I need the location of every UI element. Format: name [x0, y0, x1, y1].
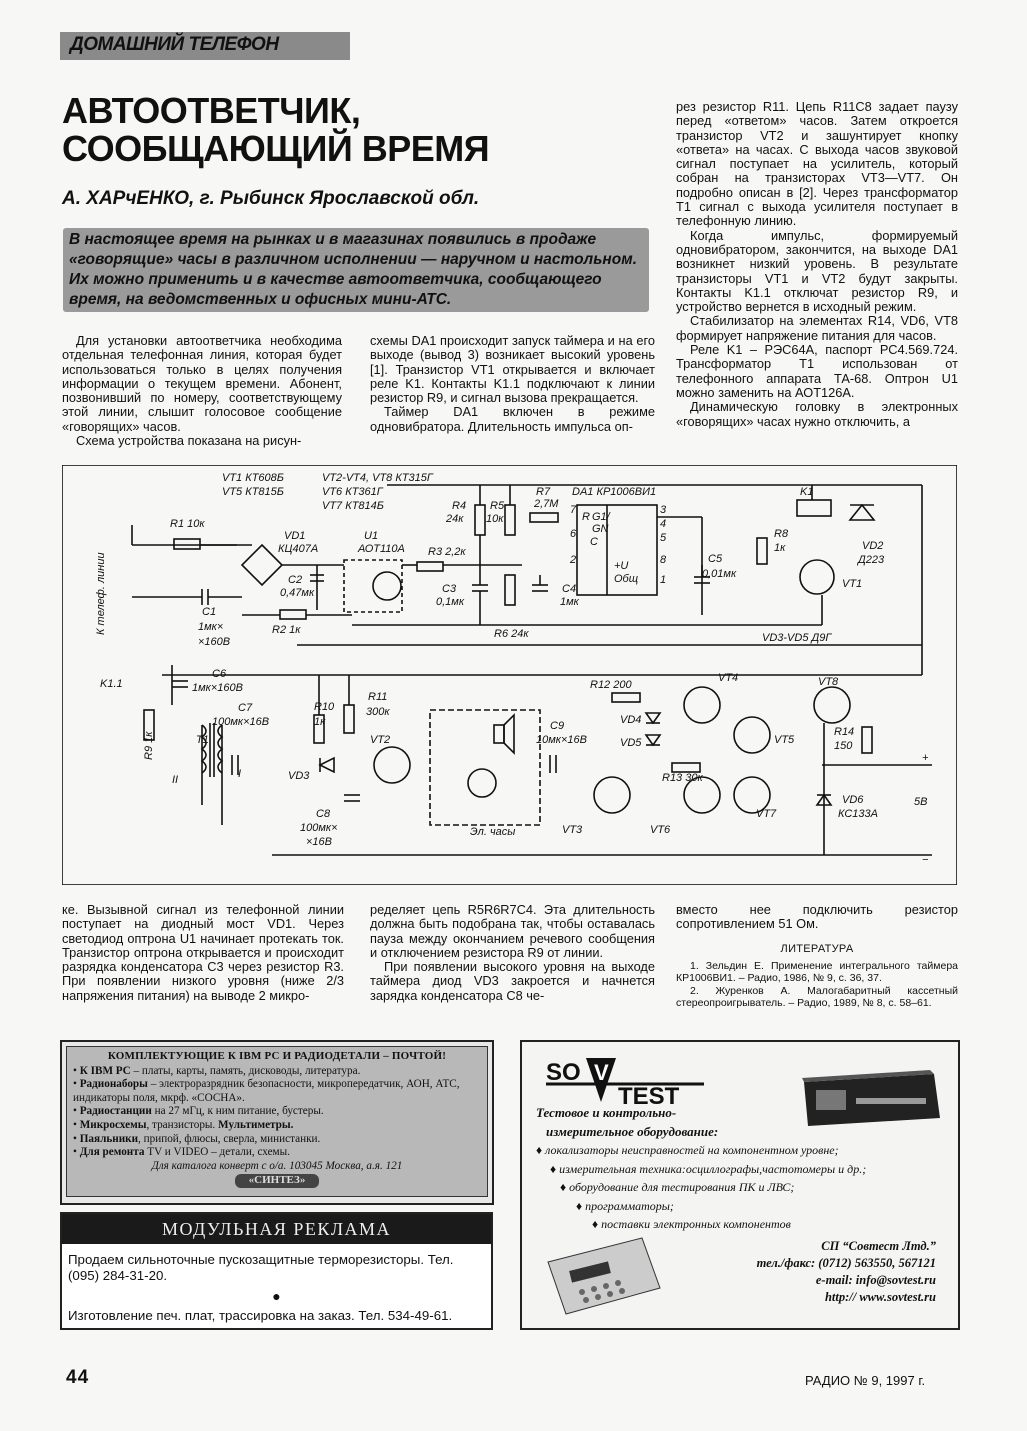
label-c2-value: 0,47мк: [280, 587, 315, 599]
label-minus: −: [922, 854, 929, 866]
company-name: СП “Совтест Лтд.”: [821, 1239, 936, 1253]
ad-components: [60, 1040, 494, 1205]
label-vd4: VD4: [620, 714, 642, 726]
label-vd2: VD2: [862, 540, 884, 552]
label-r4-value: 24к: [446, 513, 464, 525]
column-2-bottom: [370, 903, 655, 1003]
label-r4: R4: [452, 500, 467, 512]
label-c9: C9: [550, 720, 565, 732]
label-r11-value: 300к: [366, 706, 390, 718]
part-list-3: VT2-VT4, VT8 КТ315Г: [322, 472, 433, 484]
rubric-label: ДОМАШНИЙ ТЕЛЕФОН: [70, 34, 279, 55]
sovtest-bullets: Тестовое и контрольно- измерительное оборудование: ♦ локализаторы неисправностей на компонентном уровне; ♦ измерительная техника:осциллографы,частотомеры и др.; ♦ оборудование для тестирования ПК и ЛВС; ♦ программаторы; ♦ поставки электронных компонентов: [536, 1105, 867, 1231]
title-line-2: СООБЩАЮЩИЙ ВРЕМЯ: [62, 128, 490, 169]
label-vd2-type: Д223: [858, 554, 885, 566]
modular-ads: [60, 1212, 493, 1330]
ad-item: • Паяльники, припой, флюсы, сверла, министанки.: [73, 1132, 321, 1145]
label-plus: +: [922, 752, 929, 764]
label-t1: T1: [196, 734, 209, 746]
part-list-1: VT1 КТ608Б: [222, 472, 284, 484]
label-c4: C4: [562, 583, 577, 595]
label-r14: R14: [834, 726, 855, 738]
ad-item: • Микросхемы, транзисторы. Мультиметры.: [73, 1118, 294, 1131]
paragraph: Когда импульс, формируемый одновибратором, закончится, на выходе DA1 возникнет низкий уровень. В результате транзисторы VT1 и VT2 будут закрыты. Контакты K1.1 отключат резистор R9, и устройство вернется в исходный режим.: [676, 227, 958, 315]
column-2-top: [370, 334, 655, 434]
references-heading: ЛИТЕРАТУРА: [780, 942, 854, 955]
pin-4: 4: [660, 518, 667, 530]
label-r9: R9 1к: [143, 731, 155, 760]
paragraph: рез резистор R11. Цепь R11C8 задает паузу перед «ответом» часов. Затем откроется транзистор VT2 и зашунтирует кнопку «ответа» на часах. С выхода часов звуковой сигнал поступает на усилитель, который собран на транзисторах VT3—VT7. Он подробно описан в [2]. Через трансформатор T1 сигнал с выхода усилителя поступает в телефонную линию.: [676, 99, 958, 229]
label-r3: R3 2,2к: [428, 546, 466, 558]
pin-1: 1: [660, 574, 667, 586]
label-vd3: VD3: [288, 770, 310, 782]
ad-item: • Для ремонта TV и VIDEO – детали, схемы.: [73, 1146, 290, 1159]
label-c1-voltage: ×160В: [198, 636, 231, 648]
label-vd6-type: КС133А: [838, 808, 878, 820]
label-c7-value: 100мк×16В: [212, 716, 270, 728]
paragraph: Реле K1 – РЭС64А, паспорт РС4.569.724. Трансформатор T1 использован от телефонного аппарата ТА-68. Оптрон U1 можно заменить на АОТ126А.: [676, 342, 958, 400]
modular-ads-heading: МОДУЛЬНАЯ РЕКЛАМА: [62, 1214, 491, 1244]
label-clock: Эл. часы: [470, 826, 516, 838]
paragraph: Для установки автоответчика необходима отдельная телефонная линия, которая будет использоваться только в целях получения информации о текущем времени. Абонент, позвонивший по номеру, соответствующему этой линии, слышит голосовое сообщение «говорящих» часов.: [62, 333, 342, 434]
circuit-schematic: [62, 465, 957, 885]
pin-c: C: [590, 536, 598, 548]
label-r10: R10: [314, 701, 335, 713]
section-rubric: [60, 32, 350, 60]
label-r1: R1 10к: [170, 518, 205, 530]
label-c8-voltage: ×16В: [306, 836, 332, 848]
label-c2: C2: [288, 574, 303, 586]
label-vt1: VT1: [842, 578, 863, 590]
paragraph: Таймер DA1 включен в режиме одновибратора. Длительность импульса оп-: [370, 404, 655, 434]
paragraph: Схема устройства показана на рисун-: [76, 433, 302, 449]
label-c6: C6: [212, 668, 227, 680]
label-da1: DA1 КР1006ВИ1: [572, 486, 657, 498]
label-r2: R2 1к: [272, 624, 301, 636]
label-r6: R6 24к: [494, 628, 529, 640]
svg-text:V: V: [594, 1060, 609, 1085]
label-r7-value: 2,7М: [534, 498, 559, 510]
pin-8: 8: [660, 554, 667, 566]
label-c9-value: 10мк×16В: [536, 734, 587, 746]
part-list-4: VT6 КТ361Г: [322, 486, 383, 498]
label-r8-value: 1к: [774, 542, 786, 554]
pin-2: 2: [570, 554, 577, 566]
pin-r: R: [582, 511, 590, 523]
label-r12: R12 200: [590, 679, 632, 691]
label-c3: C3: [442, 583, 457, 595]
sovtest-contacts: [672, 1238, 936, 1306]
label-c1: C1: [202, 606, 217, 618]
ad-item: • Радиостанции на 27 мГц, к ним питание, бустеры.: [73, 1105, 324, 1118]
ad-item: • Радионаборы – электроразрядник безопасности, микропередатчик, АОН, АТС, индикаторы поля, мкрф. «СОСНА».: [73, 1078, 460, 1104]
label-c5-value: 0,01мк: [702, 568, 737, 580]
label-r5: R5: [490, 500, 505, 512]
label-c8: C8: [316, 808, 331, 820]
company-email: e-mail: info@sovtest.ru: [815, 1273, 936, 1287]
company-phone: тел./факс: (0712) 563550, 567121: [756, 1256, 936, 1270]
label-vd6: VD6: [842, 794, 864, 806]
label-r14-value: 150: [834, 740, 853, 752]
label-winding-2: II: [172, 774, 179, 786]
label-vt4: VT4: [718, 672, 739, 684]
modular-ad-2: Изготовление печ. плат, трассировка на заказ. Тел. 534-49-61.: [68, 1308, 453, 1323]
pin-7: 7: [570, 504, 577, 516]
ad-sovtest: [520, 1040, 960, 1330]
paragraph: схемы DA1 происходит запуск таймера и на его выходе (вывод 3) возникает высокий уровень [1]. Транзистор VT1 открывается и включает реле K1. Контакты K1.1 подключают к линии резистор R9, и сигнал вызова прекращается.: [370, 333, 655, 406]
pin-gn: GN: [592, 523, 609, 535]
label-vt6: VT6: [650, 824, 671, 836]
title-line-1: АВТООТВЕТЧИК,: [62, 90, 361, 131]
label-r7: R7: [536, 486, 551, 498]
label-k1-1: K1.1: [100, 678, 123, 690]
paragraph: Стабилизатор на элементах R14, VD6, VT8 формирует напряжение питания для часов.: [676, 313, 958, 343]
label-r8: R8: [774, 528, 789, 540]
paragraph: вместо нее подключить резистор сопротивлением 51 Ом.: [676, 902, 958, 932]
svg-text:TEST: TEST: [618, 1083, 680, 1106]
paragraph: ке. Вызывной сигнал из телефонной линии поступает на диодный мост VD1. Через светодиод оптрона U1 начинает протекать ток. Транзистор оптрона открывается и происходит разрядка конденсатора C3 через резистор R3. При появлении низкого уровня (ниже 2/3 напряжения питания) на выводе 2 микро-: [62, 902, 344, 1003]
label-vt3: VT3: [562, 824, 583, 836]
sovtest-logo: [544, 1054, 704, 1106]
svg-text:SO: SO: [546, 1059, 581, 1086]
pin-6: 6: [570, 528, 577, 540]
article-author: А. ХАРчЕНКО, г. Рыбинск Ярославской обл.: [62, 188, 480, 209]
ad-brand: «СИНТЕЗ»: [235, 1174, 319, 1188]
label-vd1: VD1: [284, 530, 306, 542]
label-vt2: VT2: [370, 734, 391, 746]
label-u1-type: АОТ110А: [358, 543, 405, 555]
label-c6-value: 1мк×160В: [192, 682, 243, 694]
label-r5-value: 10к: [486, 513, 504, 525]
article-title: [62, 92, 622, 168]
label-vd3-vd5: VD3-VD5 Д9Г: [762, 632, 832, 644]
label-vt8: VT8: [818, 676, 839, 688]
pin-g: G1/: [592, 511, 610, 523]
label-r10-value: 1к: [314, 716, 326, 728]
ad-item: • К IBM PC – платы, карты, память, дисководы, литература.: [73, 1064, 361, 1077]
article-lead: В настоящее время на рынках и в магазинах появились в продаже «говорящие» часы в различном исполнении — наручном и настольном. Их можно применить и в качестве автоответчика, сообщающего время, на ведомственных и офисных мини-АТС.: [63, 228, 649, 312]
column-3-bottom: [676, 903, 958, 1010]
programmer-image: [542, 1232, 664, 1318]
label-vd1-type: КЦ407А: [278, 543, 319, 555]
paragraph: При появлении высокого уровня на выходе таймера диод VD3 закроется и начнется зарядка конденсатора C8 че-: [370, 959, 655, 1003]
label-vd5: VD5: [620, 737, 642, 749]
column-3-top: [676, 100, 958, 429]
column-1-bottom: [62, 903, 344, 1003]
pin-common: Общ: [614, 573, 639, 585]
label-c4-value: 1мк: [560, 596, 579, 608]
label-c3-value: 0,1мк: [436, 596, 465, 608]
company-web: http:// www.sovtest.ru: [824, 1290, 936, 1304]
label-line: К телеф. линии: [95, 552, 107, 635]
label-vt5: VT5: [774, 734, 795, 746]
part-list-5: VT7 КТ814Б: [322, 500, 384, 512]
label-k1: K1: [800, 486, 814, 498]
modular-ad-1: Продаем сильноточные пускозащитные терморезисторы. Тел. (095) 284-31-20.: [68, 1252, 454, 1283]
label-voltage: 5В: [914, 796, 928, 808]
reference-1: 1. Зельдин Е. Применение интегрального таймера КР1006ВИ1. – Радио, 1986, № 9, с. 36, 37.: [676, 959, 958, 985]
label-vt7: VT7: [756, 808, 777, 820]
pin-3: 3: [660, 504, 667, 516]
label-winding-1: I: [238, 768, 242, 780]
page-number: 44: [66, 1367, 90, 1388]
label-r13: R13 30к: [662, 772, 703, 784]
label-r11: R11: [368, 691, 388, 703]
reference-2: 2. Журенков А. Малогабаритный кассетный стереопроигрыватель. – Радио, 1989, № 8, с. 58–61.: [676, 984, 958, 1010]
column-1-top: [62, 334, 342, 448]
pin-5: 5: [660, 532, 667, 544]
label-u1: U1: [364, 530, 379, 542]
ad-components-heading: КОМПЛЕКТУЮЩИЕ К IBM PC И РАДИОДЕТАЛИ – ПОЧТОЙ!: [107, 1050, 447, 1062]
label-c8-value: 100мк×: [300, 822, 338, 834]
label-c5: C5: [708, 553, 723, 565]
part-list-2: VT5 КТ815Б: [222, 486, 284, 498]
separator-dot: ●: [272, 1288, 281, 1304]
pin-u: +U: [614, 560, 629, 572]
journal-issue: РАДИО № 9, 1997 г.: [805, 1373, 926, 1388]
label-c7: C7: [238, 702, 253, 714]
label-c1-value: 1мк×: [198, 621, 224, 633]
paragraph: Динамическую головку в электронных «говорящих» часах нужно отключить, а: [676, 399, 958, 429]
paragraph: ределяет цепь R5R6R7C4. Эта длительность должна быть подобрана так, чтобы оставалась пауза между окончанием речевого сообщения и отключением резистора R9 от линии.: [370, 902, 655, 960]
ad-catalog: Для каталога конверт с о/а. 103045 Москва, а.я. 121: [151, 1159, 403, 1172]
